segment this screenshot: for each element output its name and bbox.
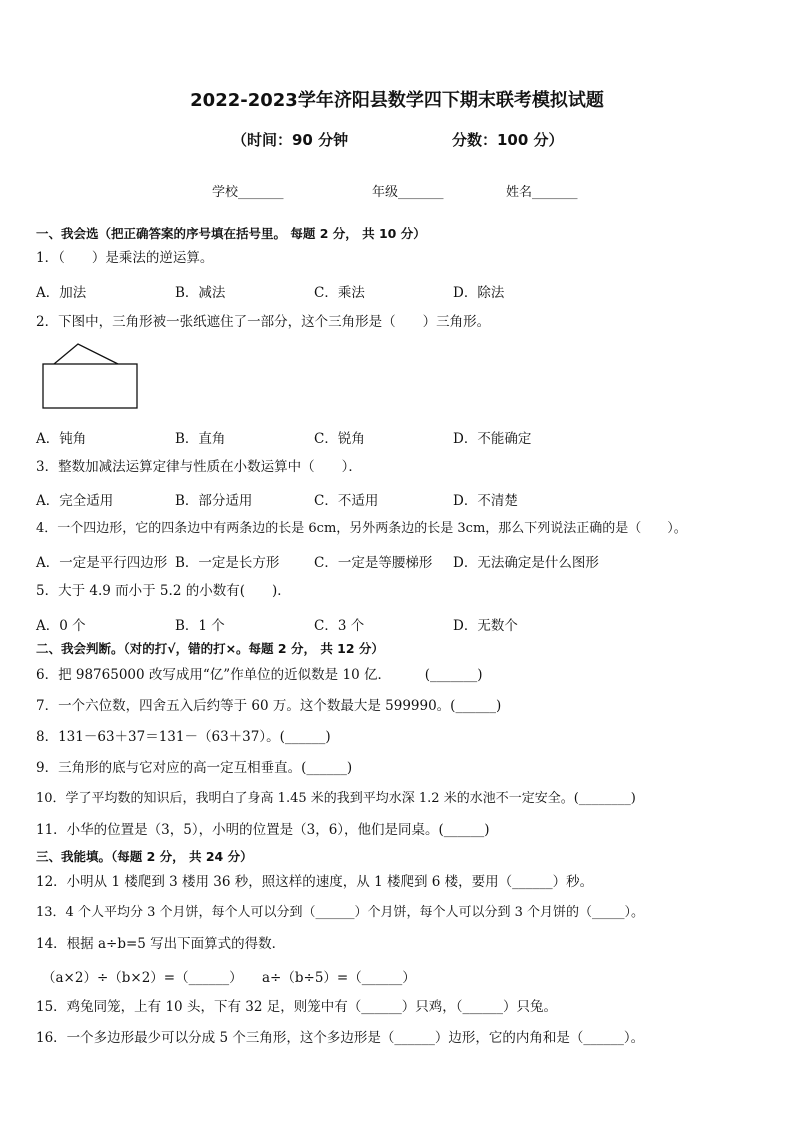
question-9: 9．三角形的底与它对应的高一定互相垂直。(______) <box>36 760 353 776</box>
question-2: 2．下图中，三角形被一张纸遮住了一部分，这个三角形是（ ）三角形。 <box>36 314 491 330</box>
q5-option-c: C．3 个 <box>314 618 365 634</box>
q3-option-a: A．完全适用 <box>36 493 114 509</box>
question-16: 16．一个多边形最少可以分成 5 个三角形，这个多边形是（______）边形，它的内角和是（______）。 <box>36 1030 645 1046</box>
section-1-heading: 一、我会选（把正确答案的序号填在括号里。 每题 2 分， 共 10 分） <box>36 226 426 241</box>
question-6: 6．把 98765000 改写成用“亿”作单位的近似数是 10 亿． (_______) <box>36 667 483 683</box>
q2-option-d: D．不能确定 <box>453 431 532 447</box>
question-14: 14．根据 a÷b=5 写出下面算式的得数． <box>36 936 286 952</box>
question-14-part-a: （a×2）÷（b×2）=（______） <box>42 970 243 986</box>
q4-option-a: A．一定是平行四边形 <box>36 555 168 571</box>
triangle-top <box>54 344 118 364</box>
school-field: 学校_______ <box>212 185 284 200</box>
question-7: 7．一个六位数，四舍五入后约等于 60 万。这个数最大是 599990。(______) <box>36 698 502 714</box>
q2-option-c: C．锐角 <box>314 431 365 447</box>
question-10: 10．学了平均数的知识后，我明白了身高 1.45 米的我到平均水深 1.2 米的水池不一定安全。(________) <box>36 791 636 806</box>
question-1: 1．（ ）是乘法的逆运算。 <box>36 250 214 266</box>
q1-option-b: B．减法 <box>175 285 226 301</box>
q1-option-a: A．加法 <box>36 285 87 301</box>
exam-time: （时间：90 分钟 <box>232 131 349 149</box>
name-field: 姓名_______ <box>506 185 578 200</box>
question-13: 13．4 个人平均分 3 个月饼，每个人可以分到（______）个月饼，每个人可以分到 3 个月饼的（_____）。 <box>36 905 645 920</box>
q1-option-c: C．乘法 <box>314 285 365 301</box>
question-11: 11．小华的位置是（3，5），小明的位置是（3，6），他们是同桌。(______) <box>36 822 490 838</box>
q3-option-b: B．部分适用 <box>175 493 253 509</box>
question-5: 5．大于 4.9 而小于 5.2 的小数有( )． <box>36 583 291 599</box>
q5-option-d: D．无数个 <box>453 618 518 634</box>
q5-option-b: B．1 个 <box>175 618 225 634</box>
q4-option-c: C．一定是等腰梯形 <box>314 555 433 571</box>
q2-option-b: B．直角 <box>175 431 226 447</box>
exam-score: 分数：100 分） <box>452 131 564 149</box>
q3-option-d: D．不清楚 <box>453 493 518 509</box>
q4-option-b: B．一定是长方形 <box>175 555 280 571</box>
q5-option-a: A．0 个 <box>36 618 86 634</box>
exam-title: 2022-2023学年济阳县数学四下期末联考模拟试题 <box>190 90 604 111</box>
covered-triangle-figure <box>40 342 142 412</box>
section-3-heading: 三、我能填。（每题 2 分， 共 24 分） <box>36 849 253 864</box>
question-3: 3．整数加减法运算定律与性质在小数运算中（ ）． <box>36 459 362 475</box>
question-15: 15．鸡兔同笼，上有 10 头，下有 32 足，则笼中有（______）只鸡，（______）只兔。 <box>36 999 557 1015</box>
grade-field: 年级_______ <box>372 185 444 200</box>
q1-option-d: D．除法 <box>453 285 505 301</box>
covering-paper <box>43 364 137 408</box>
section-2-heading: 二、我会判断。（对的打√，错的打×。每题 2 分， 共 12 分） <box>36 641 384 656</box>
q3-option-c: C．不适用 <box>314 493 379 509</box>
question-12: 12．小明从 1 楼爬到 3 楼用 36 秒，照这样的速度，从 1 楼爬到 6 楼，要用（______）秒。 <box>36 874 594 890</box>
q4-option-d: D．无法确定是什么图形 <box>453 555 599 571</box>
question-8: 8．131－63＋37＝131－（63＋37）。(______) <box>36 729 331 745</box>
q2-option-a: A．钝角 <box>36 431 87 447</box>
question-14-part-b: a÷（b÷5）=（______） <box>262 970 416 986</box>
question-4: 4．一个四边形，它的四条边中有两条边的长是 6cm，另外两条边的长是 3cm，那么下列说法正确的是（ ）。 <box>36 521 687 536</box>
